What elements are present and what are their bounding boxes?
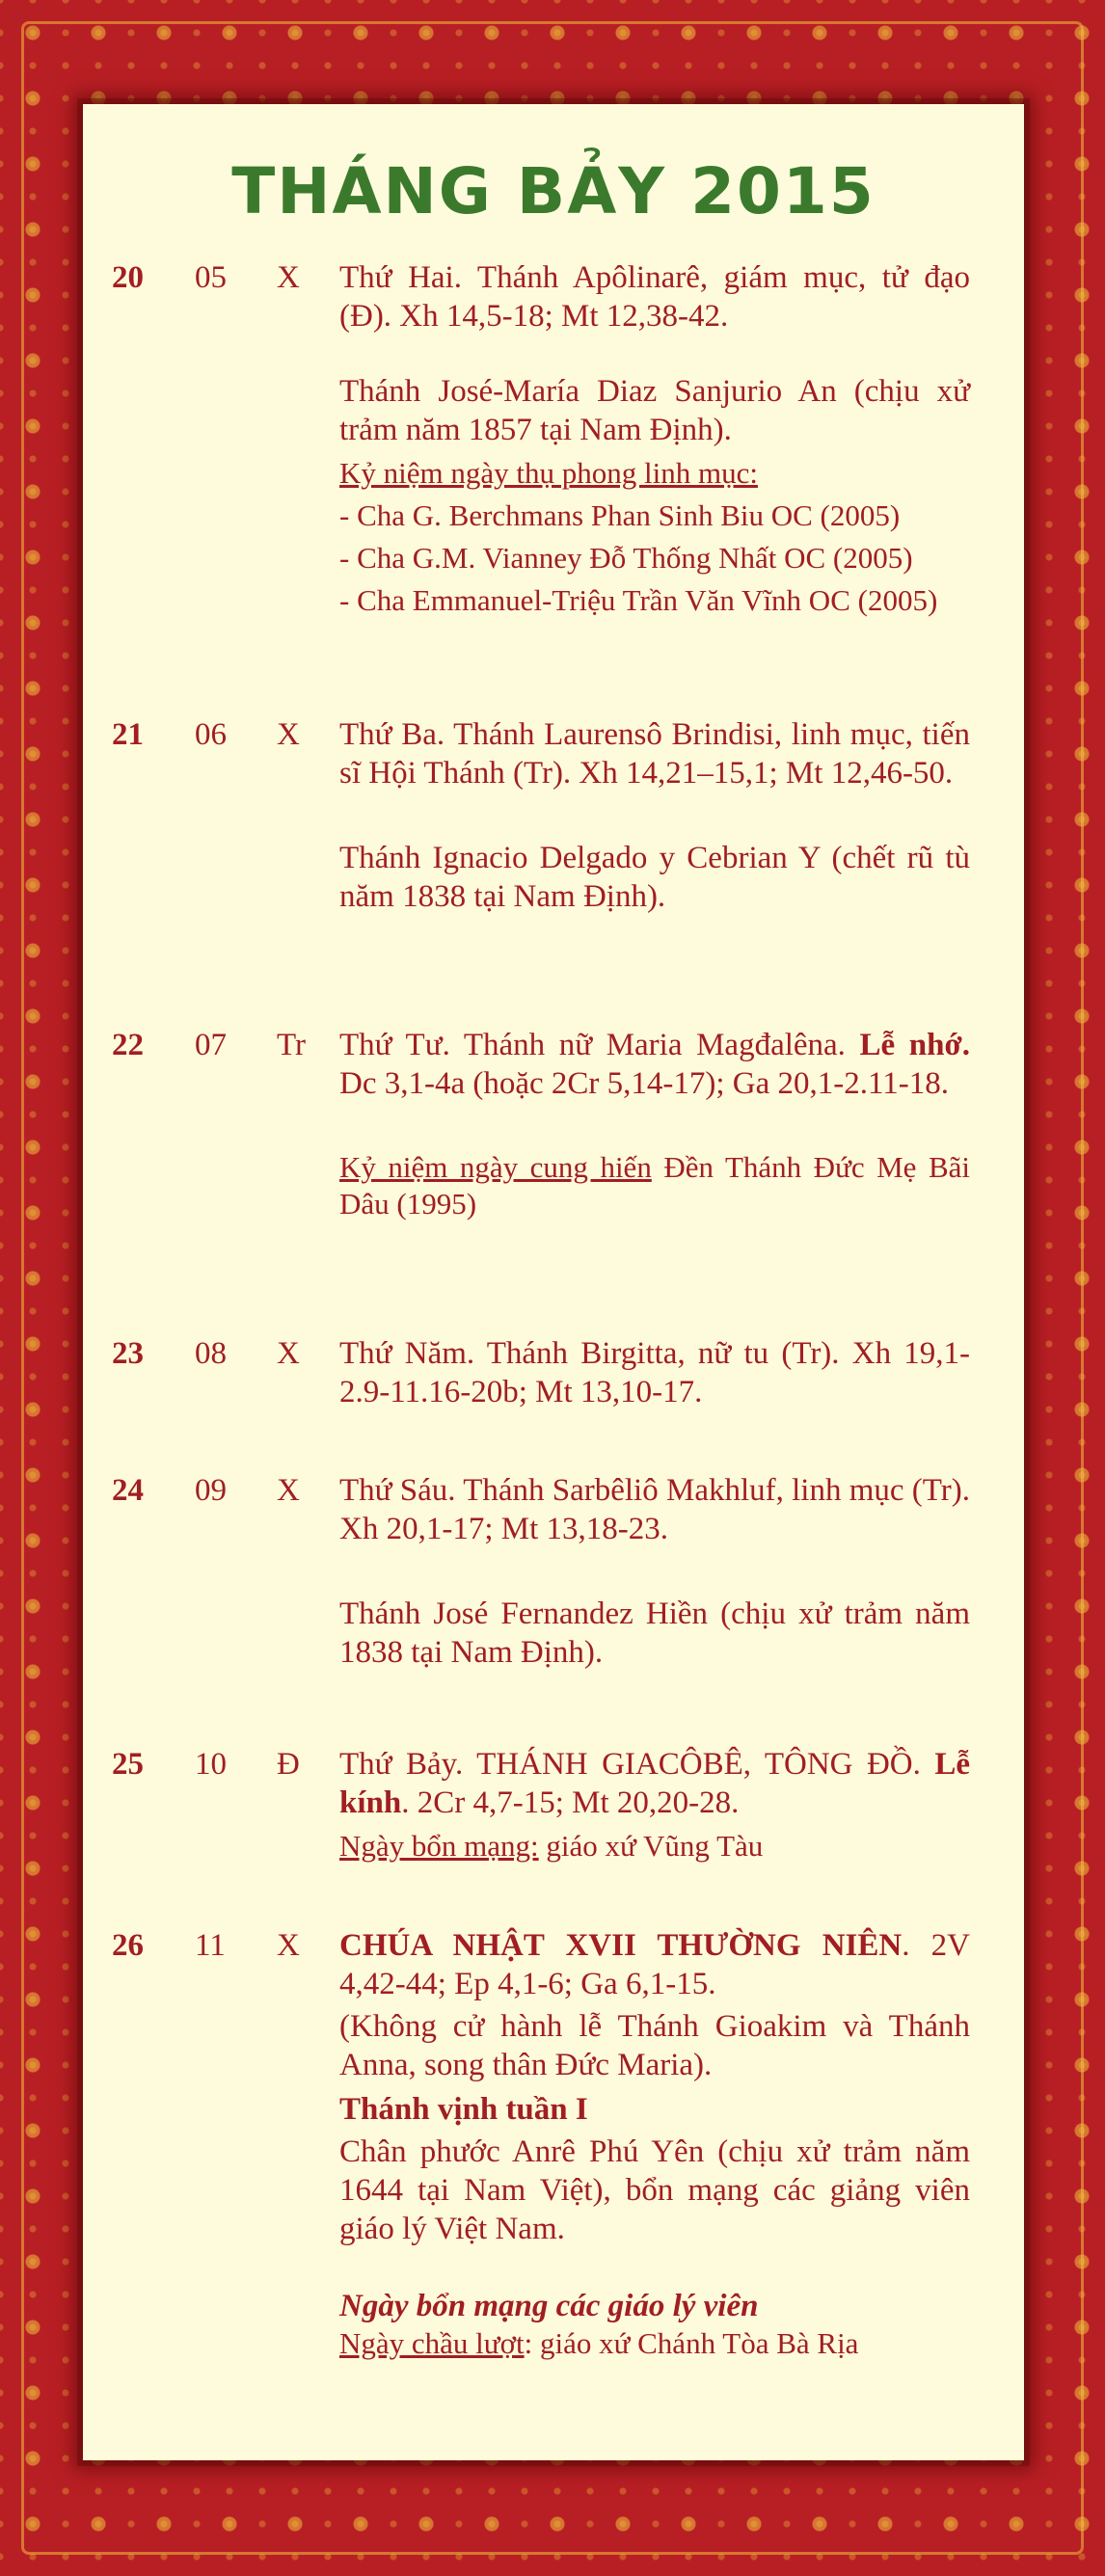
sunday-title: CHÚA NHẬT XVII THƯỜNG NIÊN [339,1928,903,1963]
readings: Dc 3,1-4a (hoặc 2Cr 5,14-17); Ga 20,1-2.11-18. [339,1066,950,1101]
psalter-week: Thánh vịnh tuần I [339,2092,588,2127]
entry-main-text [339,1926,970,2003]
day-number: 20 [112,260,144,295]
entry-body [339,258,970,619]
entry-body [339,1026,970,1222]
feast-rank: Lễ nhớ. [859,1028,971,1062]
parenthetical-note: (Không cử hành lễ Thánh Gioakim và Thánh Anna, song thân Đức Maria). [339,2009,970,2082]
entry-body [339,1471,970,1672]
note-label: Kỷ niệm ngày cung hiến [339,1150,652,1184]
lunar-date: 08 [195,1336,227,1371]
day-number: 24 [112,1473,144,1508]
priest-item: - Cha G.M. Vianney Đỗ Thống Nhất OC (2005) [339,541,913,575]
main-text-part: Thứ Bảy. THÁNH GIACÔBÊ, TÔNG ĐỒ. [339,1747,921,1782]
lunar-date: 05 [195,260,227,295]
lunar-date: 07 [195,1028,227,1062]
entry-main-text: Thứ Hai. Thánh Apôlinarê, giám mục, tử đạo (Đ). Xh 14,5-18; Mt 12,38-42. [339,260,970,334]
liturgical-color: X [277,1473,300,1508]
saint-note: Thánh José Fernandez Hiền (chịu xử trảm năm 1838 tại Nam Định). [339,1597,970,1670]
liturgical-color: Tr [277,1028,306,1062]
liturgical-color: X [277,717,300,752]
priest-item: - Cha Emmanuel-Triệu Trần Văn Vĩnh OC (2005) [339,583,938,617]
liturgical-color: X [277,260,300,295]
day-number: 22 [112,1028,144,1062]
priest-item: - Cha G. Berchmans Phan Sinh Biu OC (2005) [339,498,901,532]
liturgical-color: Đ [277,1747,300,1782]
entry-body [339,1926,970,2362]
entry-main-text [339,1745,970,1822]
feast-day-note: Ngày bổn mạng các giáo lý viên [339,2289,759,2323]
lunar-date: 11 [195,1928,226,1963]
day-number: 21 [112,717,144,752]
main-text-part: Thứ Tư. Thánh nữ Maria Magđalêna. [339,1028,846,1062]
liturgical-color: X [277,1336,300,1371]
lunar-date: 09 [195,1473,227,1508]
note-label: Ngày chầu lượt [339,2326,525,2360]
entry-body [339,1745,970,1865]
feast-rank: Lễ kính [339,1747,971,1820]
liturgical-color: X [277,1928,300,1963]
note-text: : giáo xứ Chánh Tòa Bà Rịa [524,2326,859,2360]
anniversary-label: Kỷ niệm ngày thụ phong linh mục: [339,456,758,490]
adoration-note [339,2325,970,2362]
entry-main-text: Thứ Sáu. Thánh Sarbêliô Makhluf, linh mục (Tr). Xh 20,1-17; Mt 13,18-23. [339,1473,970,1546]
readings: . 2V 4,42-44; Ep 4,1-6; Ga 6,1-15. [339,1928,970,2001]
note-text: giáo xứ Vũng Tàu [546,1829,764,1863]
entry-main-text [339,1026,970,1103]
dedication-note [339,1149,970,1222]
saint-note: Thánh José-María Diaz Sanjurio An (chịu xử trảm năm 1857 tại Nam Định). [339,374,970,447]
note-text: Đền Thánh Đức Mẹ Bãi Dâu (1995) [339,1150,971,1221]
day-number: 25 [112,1747,144,1782]
patron-note [339,1828,970,1865]
entry-body [339,715,970,916]
entry-body [339,1334,970,1411]
lunar-date: 10 [195,1747,227,1782]
page-title: THÁNG BẢY 2015 [231,154,876,228]
entry-main-text: Thứ Năm. Thánh Birgitta, nữ tu (Tr). Xh 19,1-2.9-11.16-20b; Mt 13,10-17. [339,1336,970,1409]
calendar-page [83,104,1024,2460]
saint-note: Chân phước Anrê Phú Yên (chịu xử trảm năm 1644 tại Nam Việt), bổn mạng các giảng viên giáo lý Việt Nam. [339,2134,970,2246]
day-number: 26 [112,1928,144,1963]
entry-main-text: Thứ Ba. Thánh Laurensô Brindisi, linh mục, tiến sĩ Hội Thánh (Tr). Xh 14,21–15,1; Mt 12,46-50. [339,717,970,791]
day-number: 23 [112,1336,144,1371]
note-label: Ngày bổn mạng: [339,1829,539,1863]
saint-note: Thánh Ignacio Delgado y Cebrian Y (chết rũ tù năm 1838 tại Nam Định). [339,841,970,914]
readings: . 2Cr 4,7-15; Mt 20,20-28. [401,1785,740,1820]
lunar-date: 06 [195,717,227,752]
